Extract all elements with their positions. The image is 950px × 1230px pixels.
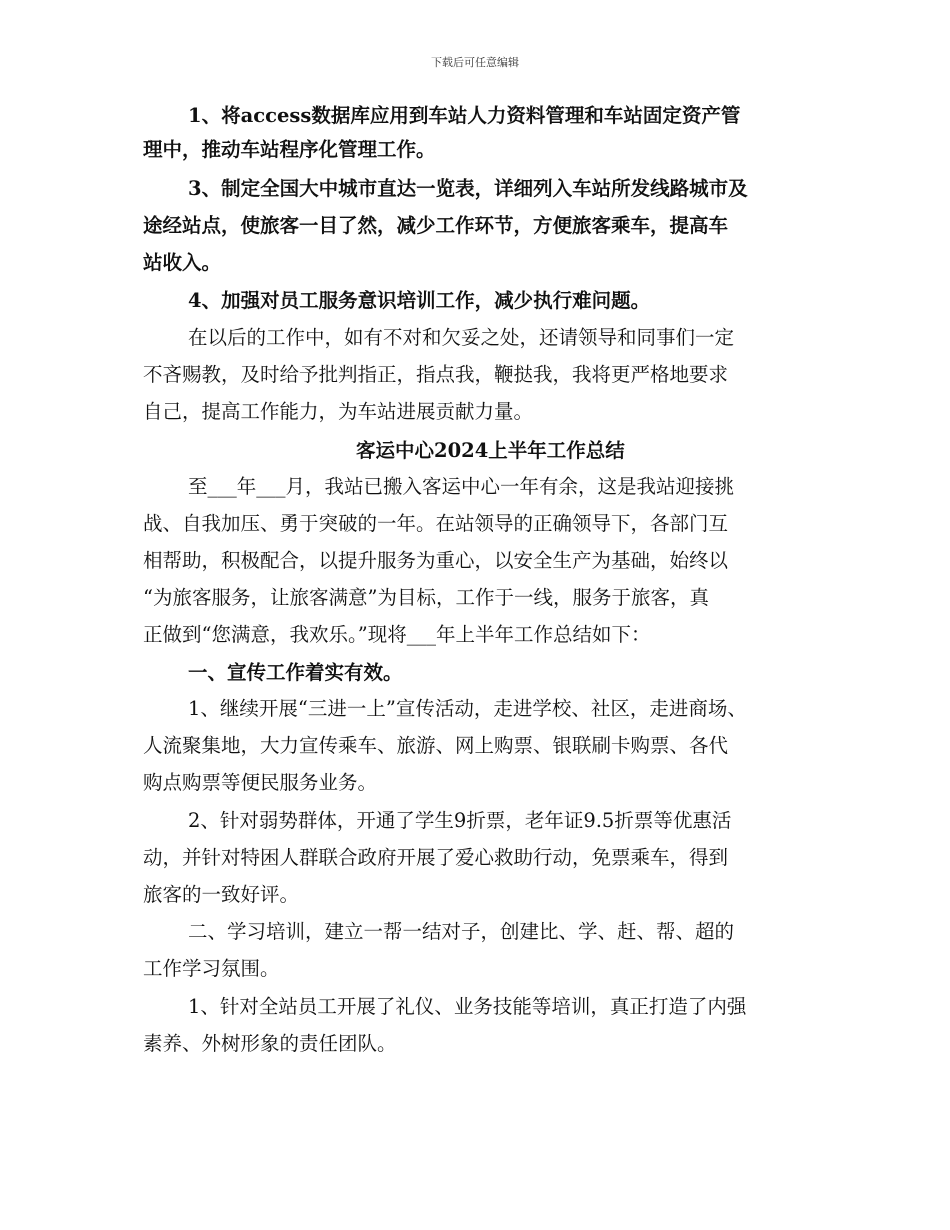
text-line: 2、针对弱势群体，开通了学生9折票，老年证9.5折票等优惠活 (188, 809, 732, 832)
text-line: 1、继续开展“三进一上”宣传活动，走进学校、社区，走进商场、 (188, 697, 747, 720)
text-line: 素养、外树形象的责任团队。 (143, 1032, 397, 1055)
text-line: 一、宣传工作着实有效。 (188, 661, 403, 684)
text-line: 不吝赐教，及时给予批判指正，指点我，鞭挞我，我将更严格地要求 (143, 363, 729, 386)
page-header: 下载后可任意编辑 (431, 56, 519, 69)
text-line: 战、自我加压、勇于突破的一年。在站领导的正确领导下，各部门互 (143, 512, 729, 535)
text-line: 工作学习氛围。 (143, 957, 280, 980)
text-line: 1、将access数据库应用到车站人力资料管理和车站固定资产管 (188, 104, 741, 127)
text-line: 动，并针对特困人群联合政府开展了爱心救助行动，免票乘车，得到 (143, 846, 729, 869)
text-line: 相帮助，积极配合，以提升服务为重心，以安全生产为基础，始终以 (143, 549, 729, 572)
text-line: 站收入。 (143, 251, 222, 274)
text-line: 二、学习培训，建立一帮一结对子，创建比、学、赶、帮、超的 (188, 920, 735, 943)
text-line: 旅客的一致好评。 (143, 883, 300, 906)
text-line: 自己，提高工作能力，为车站进展贡献力量。 (143, 400, 534, 423)
text-line: 1、针对全站员工开展了礼仪、业务技能等培训，真正打造了内强 (188, 995, 747, 1018)
text-line: 途经站点，使旅客一目了然，减少工作环节，方便旅客乘车，提高车 (143, 214, 729, 237)
text-line: 正做到“您满意，我欢乐。”现将___年上半年工作总结如下： (143, 623, 651, 646)
text-line: 购点购票等便民服务业务。 (143, 771, 378, 794)
text-line: 人流聚集地，大力宣传乘车、旅游、网上购票、银联刷卡购票、各代 (143, 734, 729, 757)
text-line: 客运中心2024上半年工作总结 (356, 439, 625, 462)
text-line: 理中，推动车站程序化管理工作。 (143, 138, 436, 161)
text-line: 3、制定全国大中城市直达一览表，详细列入车站所发线路城市及 (188, 177, 748, 200)
text-line: 4、加强对员工服务意识培训工作，减少执行难问题。 (188, 289, 651, 312)
text-line: “为旅客服务，让旅客满意”为目标，工作于一线，服务于旅客，真 (143, 586, 709, 609)
text-line: 至___年___月，我站已搬入客运中心一年有余，这是我站迎接挑 (188, 475, 735, 498)
text-line: 在以后的工作中，如有不对和欠妥之处，还请领导和同事们一定 (188, 326, 735, 349)
